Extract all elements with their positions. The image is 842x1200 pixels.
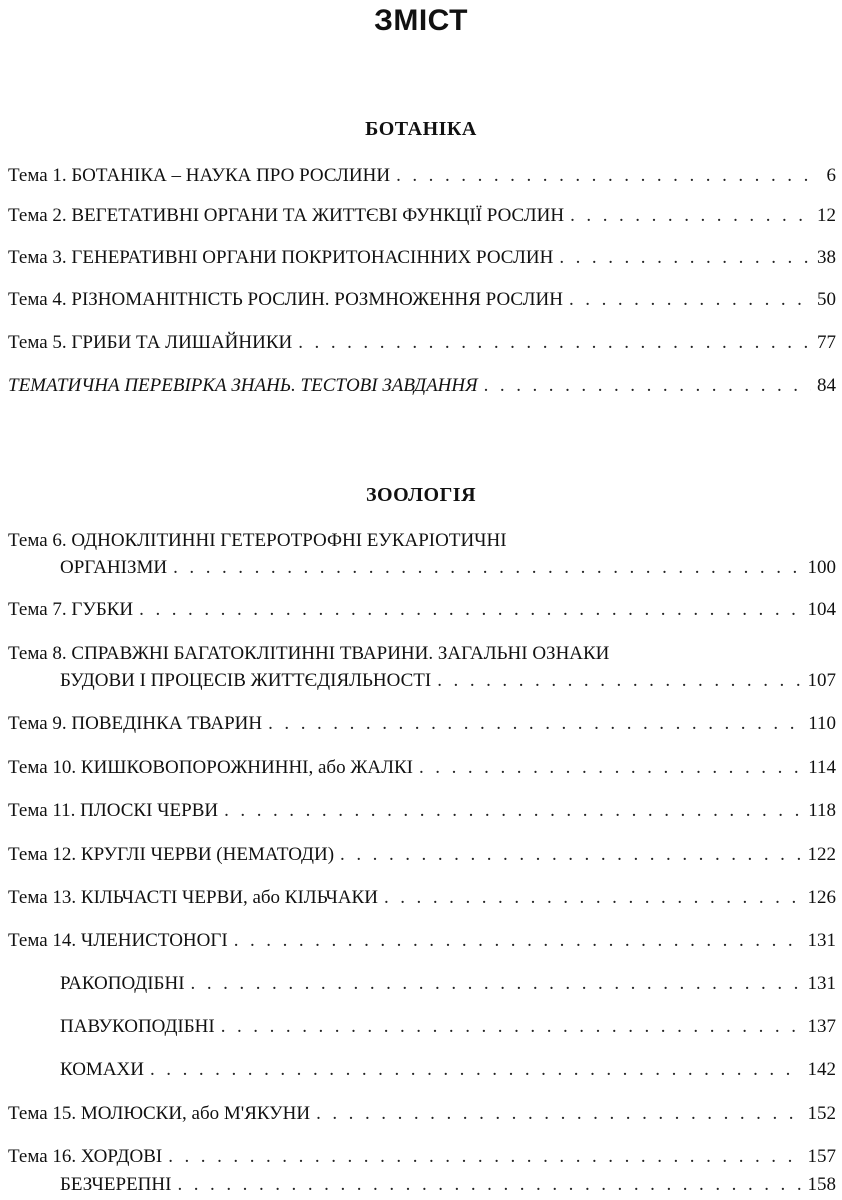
page-number: 84 <box>817 375 836 396</box>
page-number: 50 <box>817 289 836 310</box>
page-number: 158 <box>807 1174 836 1195</box>
entry-text: БЕЗЧЕРЕПНІ <box>60 1174 172 1195</box>
page-number: 77 <box>817 332 836 353</box>
entry-text: КОМАХИ <box>60 1059 144 1080</box>
dot-leader <box>191 971 802 997</box>
entry-text: Тема 12. КРУГЛІ ЧЕРВИ (НЕМАТОДИ) <box>8 844 335 865</box>
entry-text: Тема 8. СПРАВЖНІ БАГАТОКЛІТИННІ ТВАРИНИ. ЗАГАЛЬНІ ОЗНАКИ <box>8 643 610 664</box>
entry-text: Тема 9. ПОВЕДІНКА ТВАРИН <box>8 713 263 734</box>
entry-text: Тема 1. БОТАНІКА – НАУКА ПРО РОСЛИНИ <box>8 165 391 186</box>
page-number: 118 <box>808 800 836 821</box>
dot-leader <box>139 597 801 623</box>
page-number: 6 <box>826 165 836 186</box>
entry-text: Тема 13. КІЛЬЧАСТІ ЧЕРВИ, або КІЛЬЧАКИ <box>8 887 378 908</box>
entry-text: Тема 14. ЧЛЕНИСТОНОГІ <box>8 930 228 951</box>
dot-leader <box>177 1172 801 1198</box>
entry-text: Тема 16. ХОРДОВІ <box>8 1146 163 1167</box>
dot-leader <box>173 555 801 581</box>
page-number: 137 <box>807 1016 836 1037</box>
entry-text: Тема 7. ГУБКИ <box>8 599 134 620</box>
dot-leader <box>221 1014 802 1040</box>
page-number: 142 <box>807 1059 836 1080</box>
section-zoology <box>0 484 842 507</box>
entry-text: Тема 3. ГЕНЕРАТИВНІ ОРГАНИ ПОКРИТОНАСІННИХ РОСЛИН <box>8 247 554 268</box>
page-number: 107 <box>807 670 836 691</box>
entry-text: РАКОПОДІБНІ <box>60 973 185 994</box>
dot-leader <box>437 668 801 694</box>
entry-text: Тема 11. ПЛОСКІ ЧЕРВИ <box>8 800 219 821</box>
dot-leader <box>419 755 802 781</box>
entry-text-continued: ОРГАНІЗМИ <box>60 557 168 578</box>
dot-leader <box>484 373 811 399</box>
page-number: 38 <box>817 247 836 268</box>
page-number: 152 <box>807 1103 836 1124</box>
dot-leader <box>268 711 802 737</box>
page-number: 131 <box>807 973 836 994</box>
page-number: 157 <box>807 1146 836 1167</box>
page-number: 100 <box>807 557 836 578</box>
dot-leader <box>168 1144 801 1170</box>
dot-leader <box>570 203 811 229</box>
section-title: БОТАНІКА <box>365 118 477 140</box>
entry-text: Тема 10. КИШКОВОПОРОЖНИННІ, або ЖАЛКІ <box>8 757 413 778</box>
dot-leader <box>559 245 811 271</box>
page-number: 114 <box>808 757 836 778</box>
entry-text: Тема 6. ОДНОКЛІТИННІ ГЕТЕРОТРОФНІ ЕУКАРІОТИЧНІ <box>8 530 507 551</box>
section-title: ЗООЛОГІЯ <box>365 484 477 506</box>
dot-leader <box>234 928 802 954</box>
dot-leader <box>396 163 820 189</box>
entry-text: Тема 2. ВЕГЕТАТИВНІ ОРГАНИ ТА ЖИТТЄВІ ФУНКЦІЇ РОСЛИН <box>8 205 565 226</box>
page-number: 12 <box>817 205 836 226</box>
page-number: 131 <box>807 930 836 951</box>
page-number: 110 <box>808 713 836 734</box>
page-title: ЗМІСТ <box>374 4 468 37</box>
entry-text-continued: БУДОВИ І ПРОЦЕСІВ ЖИТТЄДІЯЛЬНОСТІ <box>60 670 432 691</box>
page-number: 122 <box>807 844 836 865</box>
dot-leader <box>298 330 811 356</box>
entry-text: Тема 4. РІЗНОМАНІТНІСТЬ РОСЛИН. РОЗМНОЖЕННЯ РОСЛИН <box>8 289 563 310</box>
dot-leader <box>384 885 802 911</box>
entry-text: ТЕМАТИЧНА ПЕРЕВІРКА ЗНАНЬ. ТЕСТОВІ ЗАВДАННЯ <box>8 375 478 396</box>
dot-leader <box>340 842 801 868</box>
entry-text: ПАВУКОПОДІБНІ <box>60 1016 215 1037</box>
entry-text: Тема 15. МОЛЮСКИ, або М'ЯКУНИ <box>8 1103 311 1124</box>
dot-leader <box>224 798 802 824</box>
dot-leader <box>316 1101 801 1127</box>
entry-text: Тема 5. ГРИБИ ТА ЛИШАЙНИКИ <box>8 332 293 353</box>
dot-leader <box>150 1057 802 1083</box>
section-botany <box>0 118 842 141</box>
page-number: 104 <box>807 599 836 620</box>
page-number: 126 <box>807 887 836 908</box>
dot-leader <box>569 287 811 313</box>
